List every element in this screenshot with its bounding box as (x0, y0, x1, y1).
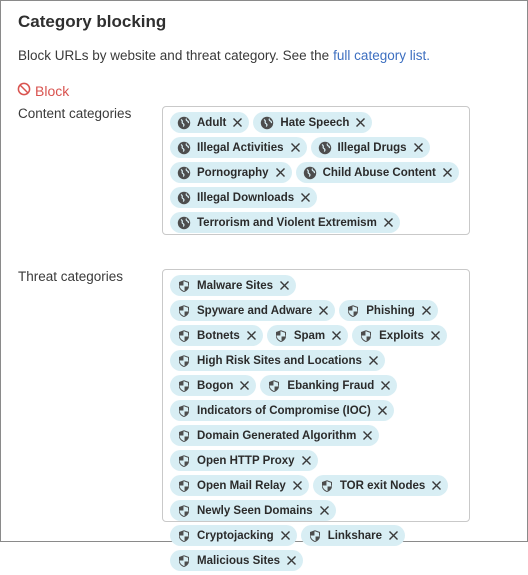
chip-label: Pornography (197, 166, 269, 179)
chip-label: Spyware and Adware (197, 304, 313, 317)
category-chip-linkshare (301, 525, 405, 546)
full-category-list-link[interactable]: full category list. (333, 48, 430, 63)
category-chip-newly-seen-domains (170, 500, 336, 521)
globe-icon (177, 166, 191, 180)
remove-chip-close-icon[interactable] (239, 380, 250, 391)
block-label: Block (35, 82, 70, 99)
category-chip-hate-speech (253, 112, 372, 133)
category-chip-phishing (339, 300, 438, 321)
globe-icon (177, 216, 191, 230)
category-chip-pornography (170, 162, 292, 183)
remove-chip-close-icon[interactable] (301, 455, 312, 466)
remove-chip-close-icon[interactable] (368, 355, 379, 366)
shield-icon (359, 329, 373, 343)
chip-label: Malicious Sites (197, 554, 281, 567)
remove-chip-close-icon[interactable] (377, 405, 388, 416)
remove-chip-close-icon[interactable] (431, 480, 442, 491)
block-icon (17, 82, 35, 99)
chip-label: Ebanking Fraud (287, 379, 375, 392)
remove-chip-close-icon[interactable] (442, 167, 453, 178)
chip-label: Indicators of Compromise (IOC) (197, 404, 371, 417)
chip-label: Hate Speech (280, 116, 350, 129)
remove-chip-close-icon[interactable] (383, 217, 394, 228)
chip-label: Domain Generated Algorithm (197, 429, 357, 442)
remove-chip-close-icon[interactable] (380, 380, 391, 391)
chip-label: Illegal Activities (197, 141, 284, 154)
remove-chip-close-icon[interactable] (318, 305, 329, 316)
remove-chip-close-icon[interactable] (331, 330, 342, 341)
remove-chip-close-icon[interactable] (279, 280, 290, 291)
panel-title: Category blocking (18, 12, 167, 31)
category-chip-spyware-and-adware (170, 300, 335, 321)
remove-chip-close-icon[interactable] (275, 167, 286, 178)
shield-icon (274, 329, 288, 343)
category-chip-child-abuse-content (296, 162, 459, 183)
shield-icon (308, 529, 322, 543)
category-chip-botnets (170, 325, 263, 346)
category-chip-cryptojacking (170, 525, 297, 546)
remove-chip-close-icon[interactable] (292, 480, 303, 491)
chip-label: Newly Seen Domains (197, 504, 313, 517)
shield-icon (320, 479, 334, 493)
shield-icon (177, 279, 191, 293)
globe-icon (177, 116, 191, 130)
shield-icon (177, 554, 191, 568)
remove-chip-close-icon[interactable] (413, 142, 424, 153)
threat-categories-select[interactable] (162, 269, 470, 567)
chip-label: Child Abuse Content (322, 166, 436, 179)
category-chip-adult (170, 112, 249, 133)
chip-label: Terrorism and Violent Extremism (197, 216, 377, 229)
shield-icon (177, 379, 191, 393)
category-chip-illegal-drugs (311, 137, 430, 158)
category-chip-bogon (170, 375, 256, 396)
content-categories-label: Content categories (18, 106, 132, 121)
remove-chip-close-icon[interactable] (300, 192, 311, 203)
threat-categories-label: Threat categories (18, 269, 124, 284)
description-text: Block URLs by website and threat category. See the (18, 48, 330, 63)
chip-label: Illegal Drugs (337, 141, 407, 154)
chip-label: Spam (293, 329, 326, 342)
chip-label: Open Mail Relay (197, 479, 286, 492)
globe-icon (318, 141, 332, 155)
remove-chip-close-icon[interactable] (430, 330, 441, 341)
category-chip-spam (267, 325, 348, 346)
category-chip-terrorism-and-violent-extremism (170, 212, 400, 233)
remove-chip-close-icon[interactable] (421, 305, 432, 316)
category-chip-illegal-downloads (170, 187, 317, 208)
shield-icon (177, 404, 191, 418)
chip-label: Cryptojacking (197, 529, 274, 542)
remove-chip-close-icon[interactable] (388, 530, 399, 541)
remove-chip-close-icon[interactable] (286, 555, 297, 566)
shield-icon (177, 454, 191, 468)
category-chip-domain-generated-algorithm (170, 425, 379, 446)
remove-chip-close-icon[interactable] (362, 430, 373, 441)
category-chip-open-http-proxy (170, 450, 318, 471)
remove-chip-close-icon[interactable] (280, 530, 291, 541)
remove-chip-close-icon[interactable] (246, 330, 257, 341)
chip-label: Illegal Downloads (197, 191, 295, 204)
category-chip-indicators-of-compromise-ioc (170, 400, 394, 421)
shield-icon (267, 379, 281, 393)
globe-icon (303, 166, 317, 180)
category-chip-ebanking-fraud (260, 375, 397, 396)
chip-label: TOR exit Nodes (339, 479, 426, 492)
block-action-label (17, 82, 69, 99)
shield-icon (346, 304, 360, 318)
category-chip-tor-exit-nodes (313, 475, 448, 496)
remove-chip-close-icon[interactable] (290, 142, 301, 153)
globe-icon (177, 141, 191, 155)
remove-chip-close-icon[interactable] (355, 117, 366, 128)
shield-icon (177, 479, 191, 493)
category-chip-malware-sites (170, 275, 296, 296)
shield-icon (177, 354, 191, 368)
category-chip-illegal-activities (170, 137, 307, 158)
threat-chip-list (170, 275, 463, 575)
remove-chip-close-icon[interactable] (319, 505, 330, 516)
globe-icon (177, 191, 191, 205)
chip-label: Open HTTP Proxy (197, 454, 295, 467)
shield-icon (177, 429, 191, 443)
content-categories-select[interactable] (162, 106, 470, 235)
panel-description (18, 48, 430, 63)
category-chip-malicious-sites (170, 550, 303, 571)
globe-icon (260, 116, 274, 130)
chip-label: Botnets (197, 329, 240, 342)
chip-label: Linkshare (327, 529, 383, 542)
category-chip-exploits (352, 325, 447, 346)
remove-chip-close-icon[interactable] (232, 117, 243, 128)
shield-icon (177, 304, 191, 318)
chip-label: Exploits (379, 329, 424, 342)
category-chip-high-risk-sites-and-locations (170, 350, 385, 371)
content-chip-list (170, 112, 463, 237)
shield-icon (177, 329, 191, 343)
chip-label: High Risk Sites and Locations (197, 354, 362, 367)
chip-label: Malware Sites (197, 279, 274, 292)
shield-icon (177, 529, 191, 543)
shield-icon (177, 504, 191, 518)
chip-label: Phishing (366, 304, 415, 317)
chip-label: Adult (197, 116, 227, 129)
chip-label: Bogon (197, 379, 234, 392)
category-chip-open-mail-relay (170, 475, 309, 496)
